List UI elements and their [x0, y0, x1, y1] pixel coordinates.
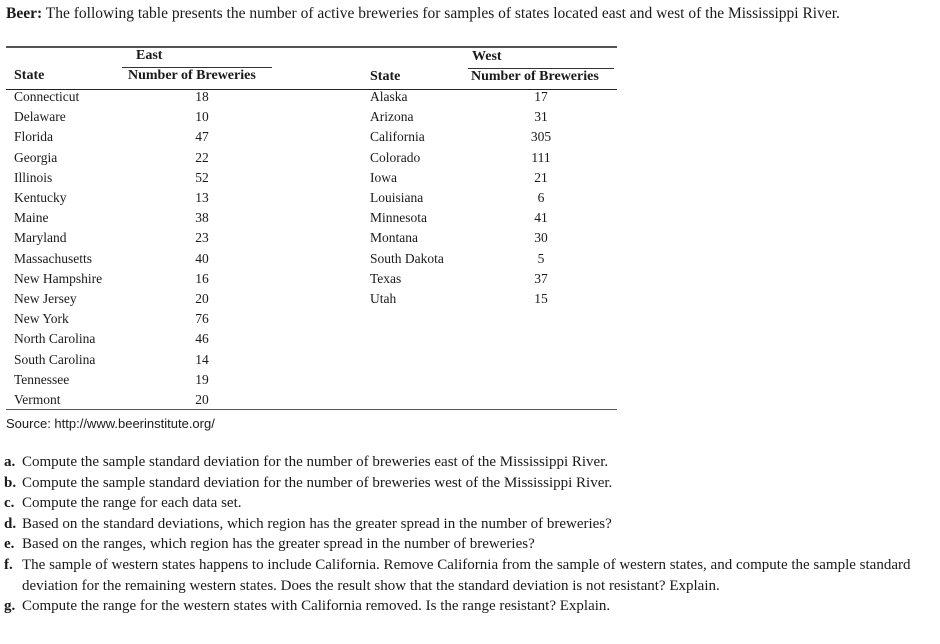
- east-state-cell: New Jersey: [14, 291, 77, 306]
- east-state-cell: South Carolina: [14, 351, 96, 367]
- east-value-cell: 52: [195, 169, 209, 185]
- west-state-cell: Alaska: [370, 89, 408, 104]
- east-state-cell: New York: [14, 311, 69, 327]
- east-value-cell: 10: [195, 109, 209, 125]
- question-item: [4, 473, 924, 494]
- table-row: [6, 352, 617, 372]
- west-value-cell: 30: [534, 230, 548, 246]
- east-state-header: State: [14, 68, 45, 83]
- question-text: Based on the ranges, which region has the greater spread in the number of breweries?: [22, 536, 535, 553]
- west-state-cell: California: [370, 129, 425, 145]
- west-state-header: State: [370, 69, 401, 84]
- east-value-cell: 76: [195, 311, 209, 327]
- table-row: [6, 190, 617, 210]
- question-item: [4, 555, 924, 596]
- table-row: [6, 271, 617, 291]
- question-label: c.: [4, 495, 15, 512]
- east-value-cell: 23: [195, 230, 209, 246]
- west-value-header: Number of Breweries: [471, 69, 599, 84]
- east-state-cell: North Carolina: [14, 331, 96, 347]
- east-state-cell: Florida: [14, 129, 53, 145]
- table-row: [6, 170, 617, 190]
- question-item: [4, 596, 924, 617]
- table-row: [6, 230, 617, 250]
- table-row: [6, 150, 617, 170]
- east-value-cell: 47: [195, 129, 209, 145]
- question-text: Based on the standard deviations, which region has the greater spread in the number of breweries?: [22, 515, 612, 532]
- west-state-cell: Utah: [370, 291, 397, 306]
- question-item: [4, 452, 924, 473]
- west-group-header: West: [472, 49, 502, 64]
- question-text: Compute the range for each data set.: [22, 495, 242, 512]
- intro-lead: Beer:: [6, 5, 43, 22]
- east-state-cell: New Hampshire: [14, 270, 103, 286]
- table-bottom-rule: [6, 409, 617, 410]
- east-state-cell: Maine: [14, 210, 49, 226]
- question-label: g.: [4, 598, 16, 615]
- table-top-rule: [6, 46, 617, 48]
- west-value-cell: 17: [534, 89, 548, 104]
- question-text: Compute the range for the western states with California removed. Is the range resistant? Explain.: [22, 598, 611, 615]
- question-list: [4, 452, 924, 617]
- west-value-cell: 5: [537, 250, 545, 266]
- east-value-cell: 19: [195, 371, 209, 387]
- east-group-header: East: [136, 48, 163, 63]
- table-row: [6, 251, 617, 271]
- west-state-cell: Montana: [370, 230, 418, 246]
- table-row: [6, 109, 617, 129]
- east-value-cell: 38: [195, 210, 209, 226]
- east-state-cell: Georgia: [14, 149, 58, 165]
- question-label: b.: [4, 474, 17, 491]
- west-value-cell: 37: [534, 270, 548, 286]
- table-row: [6, 372, 617, 392]
- problem-intro: [6, 5, 840, 23]
- intro-text: The following table presents the number of active breweries for samples of states located east and west of the Mississippi River.: [45, 5, 840, 22]
- east-value-header: Number of Breweries: [128, 68, 256, 83]
- east-state-cell: Kentucky: [14, 190, 67, 205]
- question-item: [4, 493, 924, 514]
- east-value-cell: 16: [195, 270, 209, 286]
- west-state-cell: Iowa: [370, 169, 397, 185]
- east-value-cell: 20: [195, 291, 209, 306]
- west-value-cell: 31: [534, 109, 548, 125]
- west-state-cell: Arizona: [370, 109, 414, 125]
- east-value-cell: 14: [195, 351, 209, 367]
- question-label: a.: [4, 454, 16, 470]
- east-state-cell: Delaware: [14, 109, 66, 125]
- west-value-cell: 305: [530, 129, 552, 145]
- east-value-cell: 13: [195, 190, 209, 205]
- table-row: [6, 291, 617, 311]
- table-row: [6, 331, 617, 351]
- question-item: [4, 534, 924, 555]
- table-row: [6, 311, 617, 331]
- question-text: Compute the sample standard deviation for the number of breweries west of the Mississippi River.: [22, 474, 613, 491]
- west-state-cell: Louisiana: [370, 190, 424, 205]
- east-state-cell: Connecticut: [14, 89, 80, 104]
- question-label: e.: [4, 536, 15, 553]
- question-text: Compute the sample standard deviation for the number of breweries east of the Mississippi River.: [22, 454, 609, 470]
- west-value-cell: 6: [537, 190, 545, 205]
- east-value-cell: 40: [195, 250, 209, 266]
- east-state-cell: Maryland: [14, 230, 67, 246]
- source-note: Source: http://www.beerinstitute.org/: [6, 416, 215, 431]
- question-label: d.: [4, 515, 17, 532]
- west-state-cell: Minnesota: [370, 210, 427, 226]
- west-value-cell: 21: [534, 169, 548, 185]
- west-value-cell: 111: [531, 149, 551, 165]
- table-row: [6, 89, 617, 109]
- breweries-table: [6, 46, 617, 416]
- east-state-cell: Tennessee: [14, 371, 70, 387]
- east-value-cell: 22: [195, 149, 209, 165]
- question-text: The sample of western states happens to include California. Remove California from the sample of western states, and compute the sample standard deviation for the remaining western states. Does the result show that the standard deviation is not resistant? Explain.: [22, 556, 911, 594]
- question-label: f.: [4, 556, 13, 573]
- west-value-cell: 15: [534, 291, 548, 306]
- table-row: [6, 210, 617, 230]
- east-value-cell: 18: [195, 89, 209, 104]
- table-row: [6, 129, 617, 149]
- west-state-cell: South Dakota: [370, 250, 444, 266]
- east-state-cell: Vermont: [14, 392, 61, 407]
- west-state-cell: Colorado: [370, 149, 421, 165]
- west-state-cell: Texas: [370, 270, 402, 286]
- east-value-cell: 20: [195, 392, 209, 407]
- east-state-cell: Illinois: [14, 169, 53, 185]
- west-value-cell: 41: [534, 210, 548, 226]
- east-value-cell: 46: [195, 331, 209, 347]
- east-state-cell: Massachusetts: [14, 250, 92, 266]
- question-item: [4, 514, 924, 535]
